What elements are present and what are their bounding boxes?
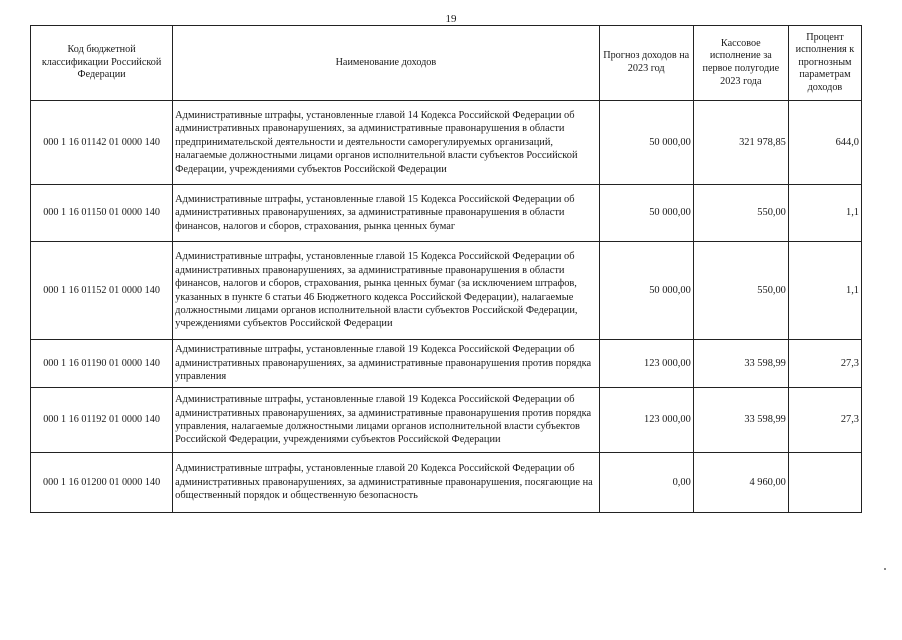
- header-code: Код бюджетной классификации Российской Федерации: [31, 26, 173, 101]
- row-forecast: 50 000,00: [599, 101, 693, 185]
- row-percent: 27,3: [788, 340, 861, 388]
- row-name: Административные штрафы, установленные главой 19 Кодекса Российской Федерации об административных правонарушениях, за административные правонарушения против порядка управления, налагаемые должностными лицами органов исполнительной власти субъектов Российской Федерации, учреждениями субъектов Российской Федерации: [173, 388, 600, 453]
- row-percent: 644,0: [788, 101, 861, 185]
- row-code: 000 1 16 01200 01 0000 140: [31, 453, 173, 513]
- header-forecast: Прогноз доходов на 2023 год: [599, 26, 693, 101]
- row-name: Административные штрафы, установленные главой 20 Кодекса Российской Федерации об административных правонарушениях, за административные правонарушения, посягающие на общественный порядок и общественную безопасность: [173, 453, 600, 513]
- row-cash: 4 960,00: [693, 453, 788, 513]
- row-code: 000 1 16 01142 01 0000 140: [31, 101, 173, 185]
- row-code: 000 1 16 01150 01 0000 140: [31, 185, 173, 242]
- table-row: [31, 340, 862, 388]
- header-percent: Процент исполнения к прогнозным параметрам доходов: [788, 26, 861, 101]
- row-name: Административные штрафы, установленные главой 19 Кодекса Российской Федерации об административных правонарушениях, за административные правонарушения против порядка управления: [173, 340, 600, 388]
- table-header-row: [31, 26, 862, 101]
- row-cash: 550,00: [693, 242, 788, 340]
- row-forecast: 123 000,00: [599, 388, 693, 453]
- row-code: 000 1 16 01190 01 0000 140: [31, 340, 173, 388]
- table-row: [31, 185, 862, 242]
- row-cash: 33 598,99: [693, 340, 788, 388]
- row-forecast: 50 000,00: [599, 185, 693, 242]
- row-cash: 550,00: [693, 185, 788, 242]
- row-percent: 1,1: [788, 185, 861, 242]
- scan-speck: [884, 568, 886, 570]
- row-forecast: 0,00: [599, 453, 693, 513]
- row-percent: 1,1: [788, 242, 861, 340]
- table-row: [31, 101, 862, 185]
- row-percent: 27,3: [788, 388, 861, 453]
- row-cash: 321 978,85: [693, 101, 788, 185]
- row-code: 000 1 16 01192 01 0000 140: [31, 388, 173, 453]
- table-row: [31, 388, 862, 453]
- row-name: Административные штрафы, установленные главой 15 Кодекса Российской Федерации об административных правонарушениях, за административные правонарушения в области финансов, налогов и сборов, страхования, рынка ценных бумаг (за исключением штрафов, указанных в пункте 6 статьи 46 Бюджетного кодекса Российской Федерации), налагаемые должностными лицами органов исполнительной власти субъектов Российской Федерации, учреждениями субъектов Российской Федерации: [173, 242, 600, 340]
- table-row: [31, 242, 862, 340]
- revenue-table: [30, 25, 862, 513]
- row-cash: 33 598,99: [693, 388, 788, 453]
- header-cash: Кассовое исполнение за первое полугодие 2023 года: [693, 26, 788, 101]
- row-code: 000 1 16 01152 01 0000 140: [31, 242, 173, 340]
- page-number: 19: [445, 13, 457, 25]
- row-name: Административные штрафы, установленные главой 14 Кодекса Российской Федерации об административных правонарушениях, за административные правонарушения в области предпринимательской деятельности и деятельности саморегулируемых организаций, налагаемые должностными лицами органов исполнительной власти субъектов Российской Федерации, учреждениями субъектов Российской Федерации: [173, 101, 600, 185]
- row-percent: [788, 453, 861, 513]
- row-forecast: 123 000,00: [599, 340, 693, 388]
- row-name: Административные штрафы, установленные главой 15 Кодекса Российской Федерации об административных правонарушениях, за административные правонарушения в области финансов, налогов и сборов, страхования, рынка ценных бумаг: [173, 185, 600, 242]
- row-forecast: 50 000,00: [599, 242, 693, 340]
- header-name: Наименование доходов: [173, 26, 600, 101]
- table-row: [31, 453, 862, 513]
